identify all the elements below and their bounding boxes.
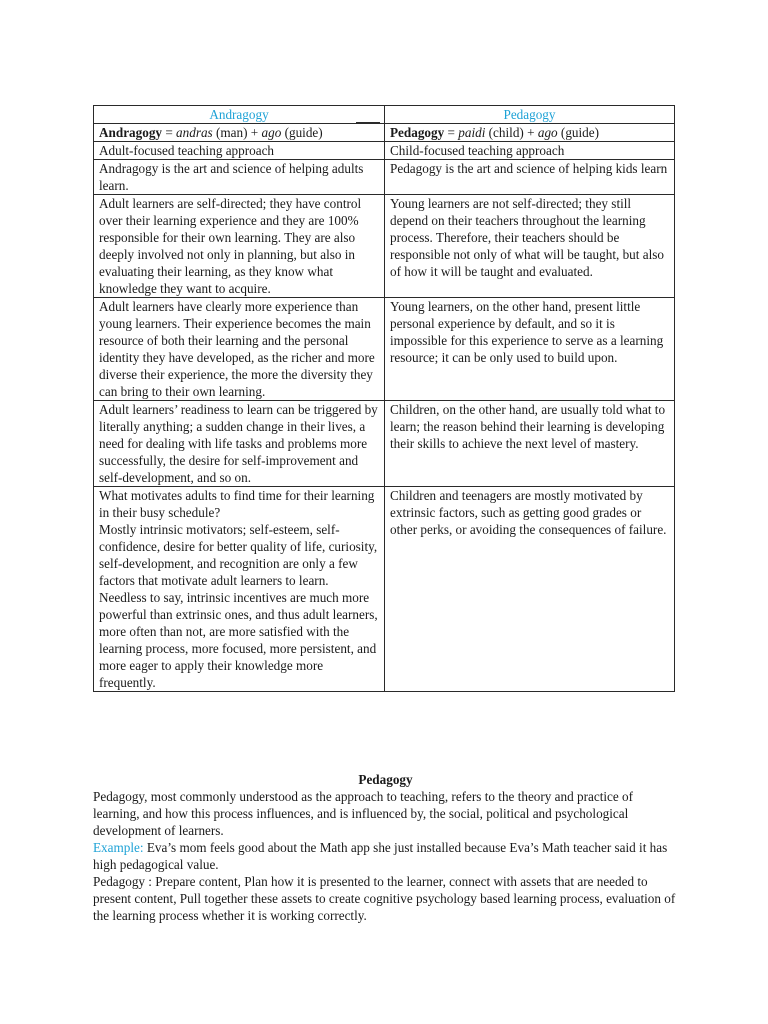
- table-row: [94, 195, 675, 298]
- section-title: Pedagogy: [358, 772, 413, 787]
- table-cell-pedagogy: Children and teenagers are mostly motivated by extrinsic factors, such as getting good grades or other perks, or avoiding the consequences of failure.: [385, 487, 675, 692]
- table-row: [94, 160, 675, 195]
- header-andragogy: [94, 106, 385, 124]
- table-row: [94, 401, 675, 487]
- example-paragraph: [93, 839, 678, 873]
- table-cell-pedagogy: Pedagogy is the art and science of helping kids learn: [385, 160, 675, 195]
- gloss-man: (man) +: [212, 125, 262, 140]
- term-pedagogy: Pedagogy: [390, 125, 445, 140]
- etymology-pedagogy: [385, 124, 675, 142]
- table-row: [94, 298, 675, 401]
- etymology-row: [94, 124, 675, 142]
- table-cell-pedagogy: Child-focused teaching approach: [385, 142, 675, 160]
- root-ago: ago: [537, 125, 558, 140]
- equals-sign: =: [162, 125, 177, 140]
- gloss-child: (child) +: [485, 125, 538, 140]
- table-row: [94, 487, 675, 692]
- table-cell-andragogy: Adult-focused teaching approach: [94, 142, 385, 160]
- table-cell-pedagogy: Young learners, on the other hand, present little personal experience by default, and so it is impossible for this experience to serve as a learning resource; it can be only used to build upon.: [385, 298, 675, 401]
- gloss-guide: (guide): [557, 125, 600, 140]
- table-row: [94, 142, 675, 160]
- gloss-guide: (guide): [281, 125, 323, 140]
- equals-sign: =: [444, 125, 459, 140]
- table-cell-andragogy: [94, 487, 385, 692]
- table-cell-pedagogy: Young learners are not self-directed; they still depend on their teachers throughout the learning process. Therefore, their teachers should be responsible not only of what will be taught, but also of how it will be taught and evaluated.: [385, 195, 675, 298]
- motivation-answer: Mostly intrinsic motivators; self-esteem, self-confidence, desire for better quality of life, curiosity, self-development, and recognition are only a few factors that motivate adult learners to learn. Needless to say, intrinsic incentives are much more powerful than extrinsic ones, and thus adult learners, more often than not, are more satisfied with the learning process, more focused, more persistent, and more eager to apply their knowledge more frequently.: [99, 522, 378, 690]
- header-andragogy-label: Andragogy: [209, 107, 269, 122]
- term-andragogy: Andragogy: [99, 125, 163, 140]
- table-cell-andragogy: Adult learners’ readiness to learn can be triggered by literally anything; a sudden change in their lives, a need for dealing with life tasks and problems more successfully, the desire for self-improvement and self-development, and so on.: [94, 401, 385, 487]
- header-underline: [356, 122, 380, 123]
- root-ago: ago: [261, 125, 282, 140]
- motivation-question: What motivates adults to find time for their learning in their busy schedule?: [99, 488, 375, 520]
- example-label: Example:: [93, 840, 144, 855]
- pedagogy-section: [93, 771, 678, 924]
- pedagogy-process: Pedagogy : Prepare content, Plan how it is presented to the learner, connect with assets that are needed to present content, Pull together these assets to create cognitive psychology based learning process, evaluation of the learning process whether it is working correctly.: [93, 874, 676, 923]
- etymology-andragogy: [94, 124, 385, 142]
- table-header-row: [94, 106, 675, 124]
- example-text: Eva’s mom feels good about the Math app she just installed because Eva’s Math teacher said it has high pedagogical value.: [93, 840, 668, 872]
- table-cell-andragogy: Adult learners are self-directed; they have control over their learning experience and they are 100% responsible for their own learning. They are also deeply involved not only in planning, but also in evaluating their learning, as they know what knowledge they want to acquire.: [94, 195, 385, 298]
- root-paidi: paidi: [458, 125, 486, 140]
- table-cell-andragogy: Andragogy is the art and science of helping adults learn.: [94, 160, 385, 195]
- table-cell-pedagogy: Children, on the other hand, are usually told what to learn; the reason behind their learning is developing their skills to achieve the next level of mastery.: [385, 401, 675, 487]
- table-cell-andragogy: Adult learners have clearly more experience than young learners. Their experience becomes the main resource of both their learning and the personal identity they have developed, as the richer and more diverse their experience, the more the diversity they can bring to their own learning.: [94, 298, 385, 401]
- root-andras: andras: [176, 125, 213, 140]
- comparison-table: [93, 105, 675, 692]
- pedagogy-definition: Pedagogy, most commonly understood as the approach to teaching, refers to the theory and practice of learning, and how this process influences, and is influenced by, the social, political and psychological development of learners.: [93, 789, 634, 838]
- header-pedagogy-label: Pedagogy: [503, 107, 556, 122]
- header-pedagogy: [385, 106, 675, 124]
